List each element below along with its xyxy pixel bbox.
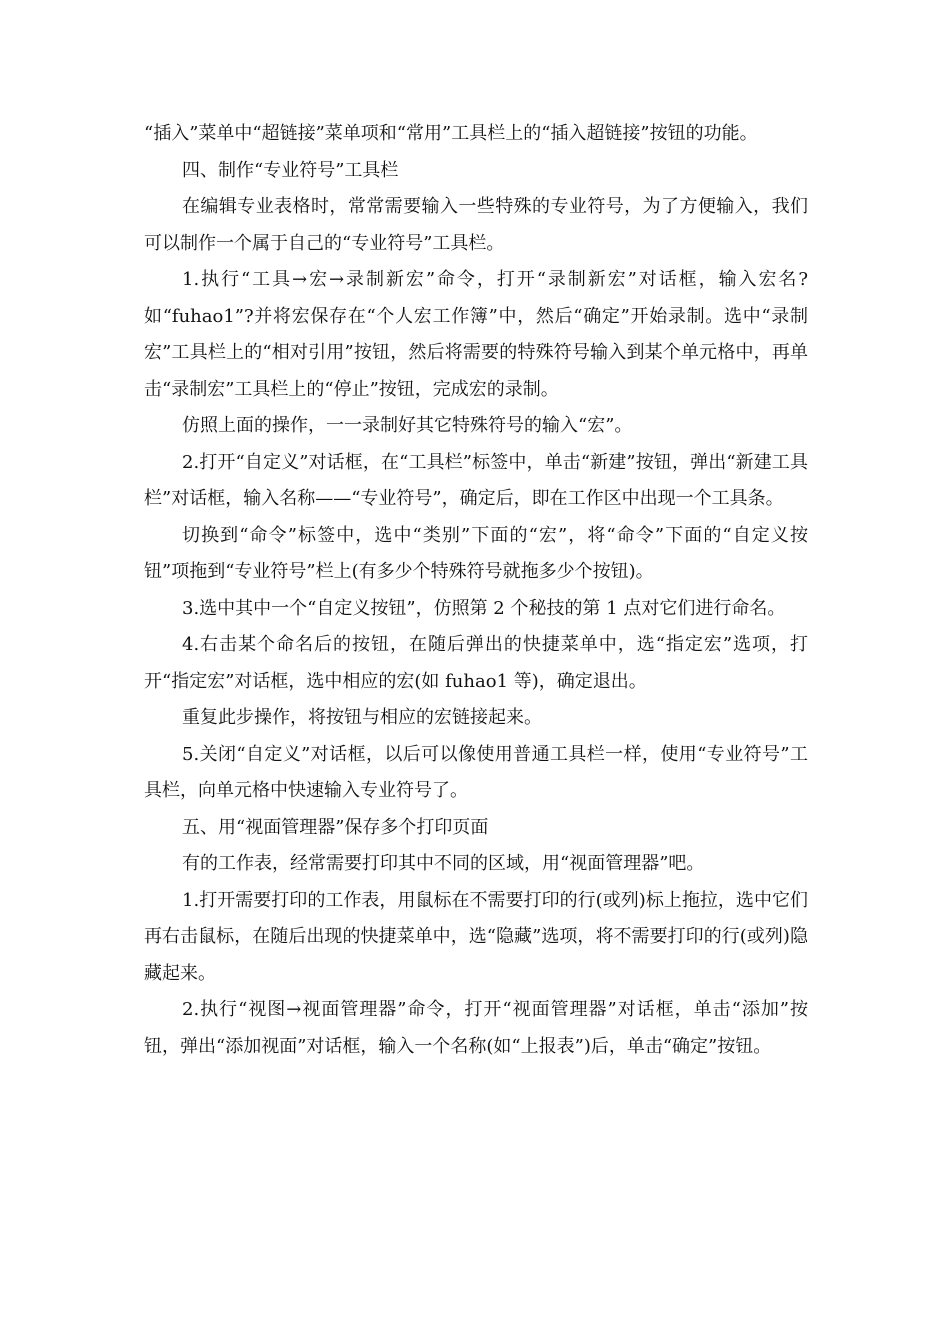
section-heading-4: 四、制作“专业符号”工具栏: [182, 159, 399, 181]
paragraph-1: “插入”菜单中“超链接”菜单项和“常用”工具栏上的“插入超链接”按钮的功能。: [144, 123, 758, 144]
paragraph-15: 2.执行“视图→视面管理器”命令，打开“视面管理器”对话框，单击“添加”按钮，弹出“添加视面”对话框，输入一个名称(如“上报表”)后，单击“确定”按钮。: [144, 999, 808, 1057]
section-heading-5: 五、用“视面管理器”保存多个打印页面: [182, 816, 489, 838]
paragraph-13: 有的工作表，经常需要打印其中不同的区域，用“视面管理器”吧。: [182, 853, 705, 874]
paragraph-7: 切换到“命令”标签中，选中“类别”下面的“宏”，将“命令”下面的“自定义按钮”项拖到“专业符号”栏上(有多少个特殊符号就拖多少个按钮)。: [144, 524, 808, 582]
paragraph-8: 3.选中其中一个“自定义按钮”，仿照第 2 个秘技的第 1 点对它们进行命名。: [182, 597, 786, 619]
paragraph-11: 5.关闭“自定义”对话框，以后可以像使用普通工具栏一样，使用“专业符号”工具栏，向单元格中快速输入专业符号了。: [144, 743, 808, 801]
paragraph-4: 1.执行“工具→宏→录制新宏”命令，打开“录制新宏”对话框，输入宏名?如“fuhao1”?并将宏保存在“个人宏工作簿”中，然后“确定”开始录制。选中“录制宏”工具栏上的“相对引用”按钮，然后将需要的特殊符号输入到某个单元格中，再单击“录制宏”工具栏上的“停止”按钮，完成宏的录制。: [144, 269, 808, 400]
paragraph-5: 仿照上面的操作，一一录制好其它特殊符号的输入“宏”。: [182, 415, 633, 436]
paragraph-6: 2.打开“自定义”对话框，在“工具栏”标签中，单击“新建”按钮，弹出“新建工具栏”对话框，输入名称——“专业符号”，确定后，即在工作区中出现一个工具条。: [144, 451, 808, 509]
paragraph-3: 在编辑专业表格时，常常需要输入一些特殊的专业符号，为了方便输入，我们可以制作一个属于自己的“专业符号”工具栏。: [144, 196, 808, 254]
paragraph-10: 重复此步操作，将按钮与相应的宏链接起来。: [182, 707, 542, 728]
paragraph-9: 4.右击某个命名后的按钮，在随后弹出的快捷菜单中，选“指定宏”选项，打开“指定宏”对话框，选中相应的宏(如 fuhao1 等)，确定退出。: [144, 634, 808, 692]
document-body: [144, 116, 808, 1065]
paragraph-14: 1.打开需要打印的工作表，用鼠标在不需要打印的行(或列)标上拖拉，选中它们再右击鼠标，在随后出现的快捷菜单中，选“隐藏”选项，将不需要打印的行(或列)隐藏起来。: [144, 889, 808, 984]
